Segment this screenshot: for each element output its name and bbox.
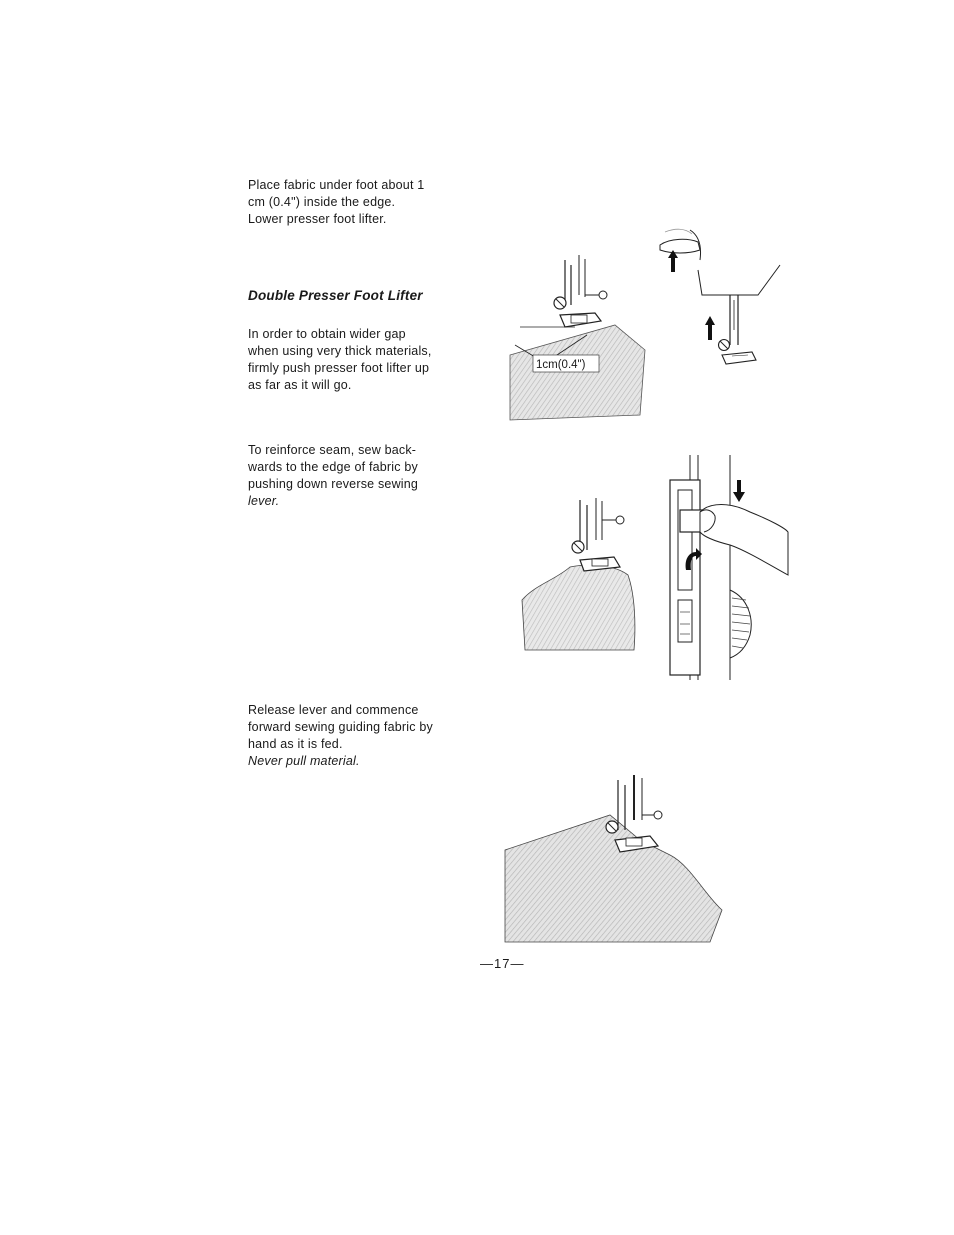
- step1-line-1: Place fabric under foot about 1: [248, 178, 425, 192]
- measurement-callout: 1cm(0.4"): [536, 359, 586, 371]
- step1-line-2: cm (0.4") inside the edge.: [248, 195, 396, 209]
- release-text: [248, 702, 463, 770]
- reinforce-line-2: wards to the edge of fabric by: [248, 460, 418, 474]
- reverse-sewing-foot-illustration: [510, 495, 650, 655]
- double-lifter-text: [248, 326, 463, 394]
- release-line-1: Release lever and commence: [248, 703, 419, 717]
- reinforce-line-4: lever.: [248, 494, 280, 508]
- release-line-3: hand as it is fed.: [248, 737, 343, 751]
- double-lifter-line-2: when using very thick materials,: [248, 344, 432, 358]
- release-warning: Never pull material.: [248, 754, 360, 768]
- double-lifter-illustration: [650, 220, 785, 375]
- step1-line-3: Lower presser foot lifter.: [248, 212, 387, 226]
- presser-foot-placement-illustration: [505, 255, 655, 425]
- reinforce-line-1: To reinforce seam, sew back-: [248, 443, 417, 457]
- double-lifter-line-3: firmly push presser foot lifter up: [248, 361, 430, 375]
- reinforce-text: [248, 442, 463, 510]
- forward-sewing-illustration: [500, 770, 730, 950]
- double-lifter-heading: Double Presser Foot Lifter: [248, 288, 423, 303]
- double-lifter-line-1: In order to obtain wider gap: [248, 327, 406, 341]
- release-line-2: forward sewing guiding fabric by: [248, 720, 433, 734]
- reinforce-line-3: pushing down reverse sewing: [248, 477, 419, 491]
- reverse-lever-illustration: [660, 450, 790, 685]
- double-lifter-line-4: as far as it will go.: [248, 378, 352, 392]
- step1-text: [248, 177, 463, 228]
- page-number: —17—: [480, 956, 525, 971]
